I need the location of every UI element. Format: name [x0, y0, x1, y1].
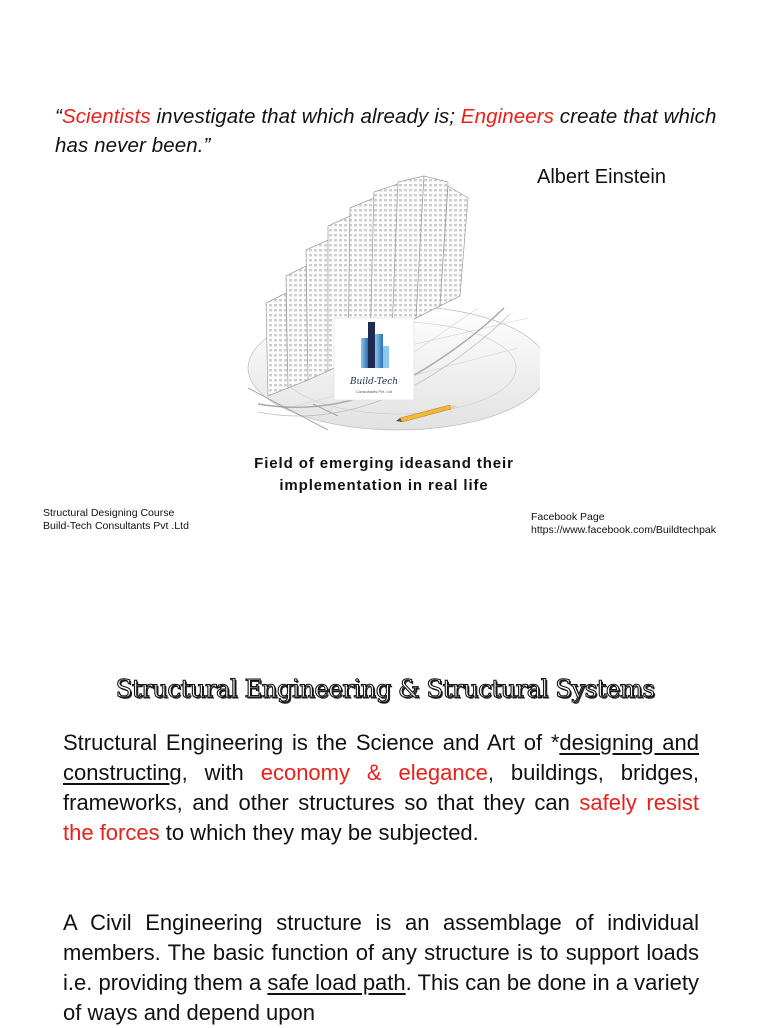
p1-text-c: , buildings, bridges, frameworks, and other structures so that they can	[63, 760, 699, 815]
p2-underline-load-path: safe load path	[267, 970, 406, 995]
building-sketch-image	[228, 168, 540, 440]
quote-engineers: Engineers	[460, 105, 555, 128]
course-name: Structural Designing Course	[43, 507, 175, 519]
p1-text-a: Structural Engineering is the Science and Art of *	[63, 730, 560, 755]
company-name: Build-Tech Consultants Pvt .Ltd	[43, 520, 189, 532]
p1-underline-designing: designing and constructing	[63, 730, 699, 785]
building-illustration	[228, 168, 540, 440]
caption-line-1: Field of emerging ideasand their	[254, 455, 514, 472]
quote-author: Albert Einstein	[537, 166, 666, 188]
caption-line-2: implementation in real life	[279, 477, 489, 494]
logo-text: Build-Tech	[349, 377, 399, 387]
build-tech-logo	[334, 318, 414, 400]
einstein-quote	[55, 102, 735, 160]
facebook-url[interactable]: https://www.facebook.com/Buildtechpak	[531, 524, 717, 536]
quote-open-mark: “	[55, 105, 62, 128]
quote-scientists: Scientists	[61, 105, 151, 128]
quote-part-1: investigate that which already is;	[150, 105, 461, 128]
p1-highlight-forces: safely resist the forces	[63, 790, 699, 845]
p1-text-b: , with	[181, 760, 261, 785]
paragraph-definition	[63, 728, 699, 848]
p2-text-b: . This can be done in a variety of ways and depend upon	[63, 970, 699, 1025]
p1-highlight-economy: economy & elegance	[260, 760, 488, 785]
p2-text-a: A Civil Engineering structure is an assemblage of individual members. The basic function of any structure is to support loads i.e. providing them a	[63, 910, 699, 995]
section-heading: Structural Engineering & Structural Systems	[115, 674, 655, 703]
paragraph-structure	[63, 908, 699, 1028]
illustration-caption	[228, 453, 540, 497]
facebook-info	[531, 511, 716, 537]
quote-part-2: create that which has never been.”	[55, 105, 717, 157]
p1-text-d: to which they may be subjected.	[159, 820, 479, 845]
facebook-label: Facebook Page	[531, 511, 605, 523]
course-info	[43, 507, 189, 533]
logo-subtext: Consultants Pvt. Ltd	[356, 389, 392, 394]
